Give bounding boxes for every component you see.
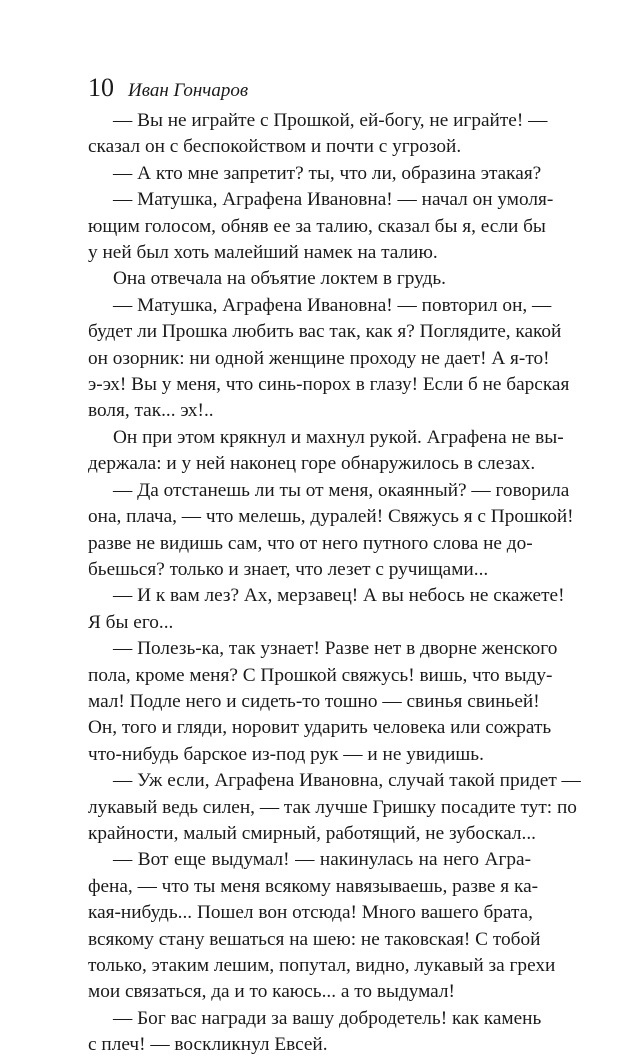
- text-line: Она отвечала на объятие локтем в грудь.: [113, 268, 447, 290]
- paragraph: [88, 293, 570, 425]
- paragraph: [88, 768, 581, 847]
- text-line: только, этаким лешим, попутал, видно, лукавый за грехи: [88, 955, 556, 976]
- text-line: мои связаться, да и то каюсь... а то выдумал!: [88, 981, 455, 1003]
- paragraph: [88, 187, 554, 266]
- text-line: сказал он с беспокойством и почти с угрозой.: [88, 136, 462, 158]
- page-header: [88, 70, 248, 106]
- paragraph: [88, 847, 556, 1005]
- text-line: Он, того и гляди, норовит ударить человека или сожрать: [88, 717, 552, 739]
- text-line: всякому стану вешаться на шею: не таковская! С тобой: [88, 928, 541, 950]
- text-line: — Вот еще выдумал! — накинулась на него Агра-: [113, 849, 531, 871]
- text-line: мал! Подле него и сидеть-то тошно — свинья свиньей!: [88, 690, 540, 712]
- paragraph: [88, 161, 542, 187]
- text-line: — Матушка, Аграфена Ивановна! — повторил он, —: [113, 294, 552, 316]
- paragraph: [88, 478, 574, 584]
- text-line: он озорник: ни одной женщине проходу не дает! А я-то!: [88, 347, 550, 369]
- paragraph: [88, 108, 548, 161]
- text-line: Он при этом крякнул и махнул рукой. Аграфена не вы-: [113, 426, 564, 448]
- text-line: воля, так... эх!..: [88, 400, 214, 422]
- text-line: у ней был хоть малейший намек на талию.: [88, 242, 438, 264]
- text-line: э-эх! Вы у меня, что синь-порох в глазу! Если б не барская: [88, 374, 570, 396]
- text-line: с плеч! — воскликнул Евсей.: [88, 1034, 328, 1056]
- text-line: — Уж если, Аграфена Ивановна, случай такой придет —: [113, 770, 581, 792]
- text-line: фена, — что ты меня всякому навязываешь, разве я ка-: [88, 875, 539, 897]
- text-line: пола, кроме меня? С Прошкой свяжусь! вишь, что выду-: [88, 664, 553, 686]
- text-line: крайности, малый смирный, работящий, не зубоскал...: [88, 822, 536, 844]
- body-text: [88, 108, 581, 1059]
- text-line: — Полезь-ка, так узнает! Разве нет в дворне женского: [113, 638, 558, 660]
- text-line: лукавый ведь силен, — так лучше Гришку посадите тут: по: [88, 796, 577, 818]
- text-line: бьешься? только и знает, что лезет с ручищами...: [88, 558, 489, 580]
- text-line: что-нибудь барское из-под рук — и не увидишь.: [88, 743, 484, 765]
- text-line: кая-нибудь... Пошел вон отсюда! Много вашего брата,: [88, 902, 533, 924]
- text-line: — И к вам лез? Ах, мерзавец! А вы небось не скажете!: [113, 585, 565, 607]
- text-line: ющим голосом, обняв ее за талию, сказал бы я, если бы: [88, 215, 546, 237]
- running-head: Иван Гончаров: [128, 80, 249, 101]
- paragraph: [88, 583, 565, 636]
- text-line: — Матушка, Аграфена Ивановна! — начал он умоля-: [113, 189, 554, 211]
- paragraph: [88, 425, 564, 478]
- text-line: — А кто мне запретит? ты, что ли, образина этакая?: [113, 162, 542, 184]
- text-line: Я бы его...: [88, 611, 174, 633]
- text-line: — Да отстанешь ли ты от меня, окаянный? — говорила: [113, 479, 570, 501]
- paragraph: [88, 1006, 542, 1059]
- paragraph: [88, 636, 558, 768]
- text-line: разве не видишь сам, что от него путного слова не до-: [88, 532, 533, 554]
- text-line: будет ли Прошка любить вас так, как я? Поглядите, какой: [88, 321, 562, 343]
- text-line: держала: и у ней наконец горе обнаружилось в слезах.: [88, 453, 536, 475]
- page-number: 10: [88, 73, 114, 102]
- text-line: — Бог вас награди за вашу добродетель! как камень: [113, 1007, 542, 1029]
- text-line: она, плача, — что мелешь, дуралей! Свяжусь я с Прошкой!: [88, 506, 574, 528]
- paragraph: [88, 266, 531, 292]
- text-line: — Вы не играйте с Прошкой, ей-богу, не играйте! —: [113, 110, 548, 131]
